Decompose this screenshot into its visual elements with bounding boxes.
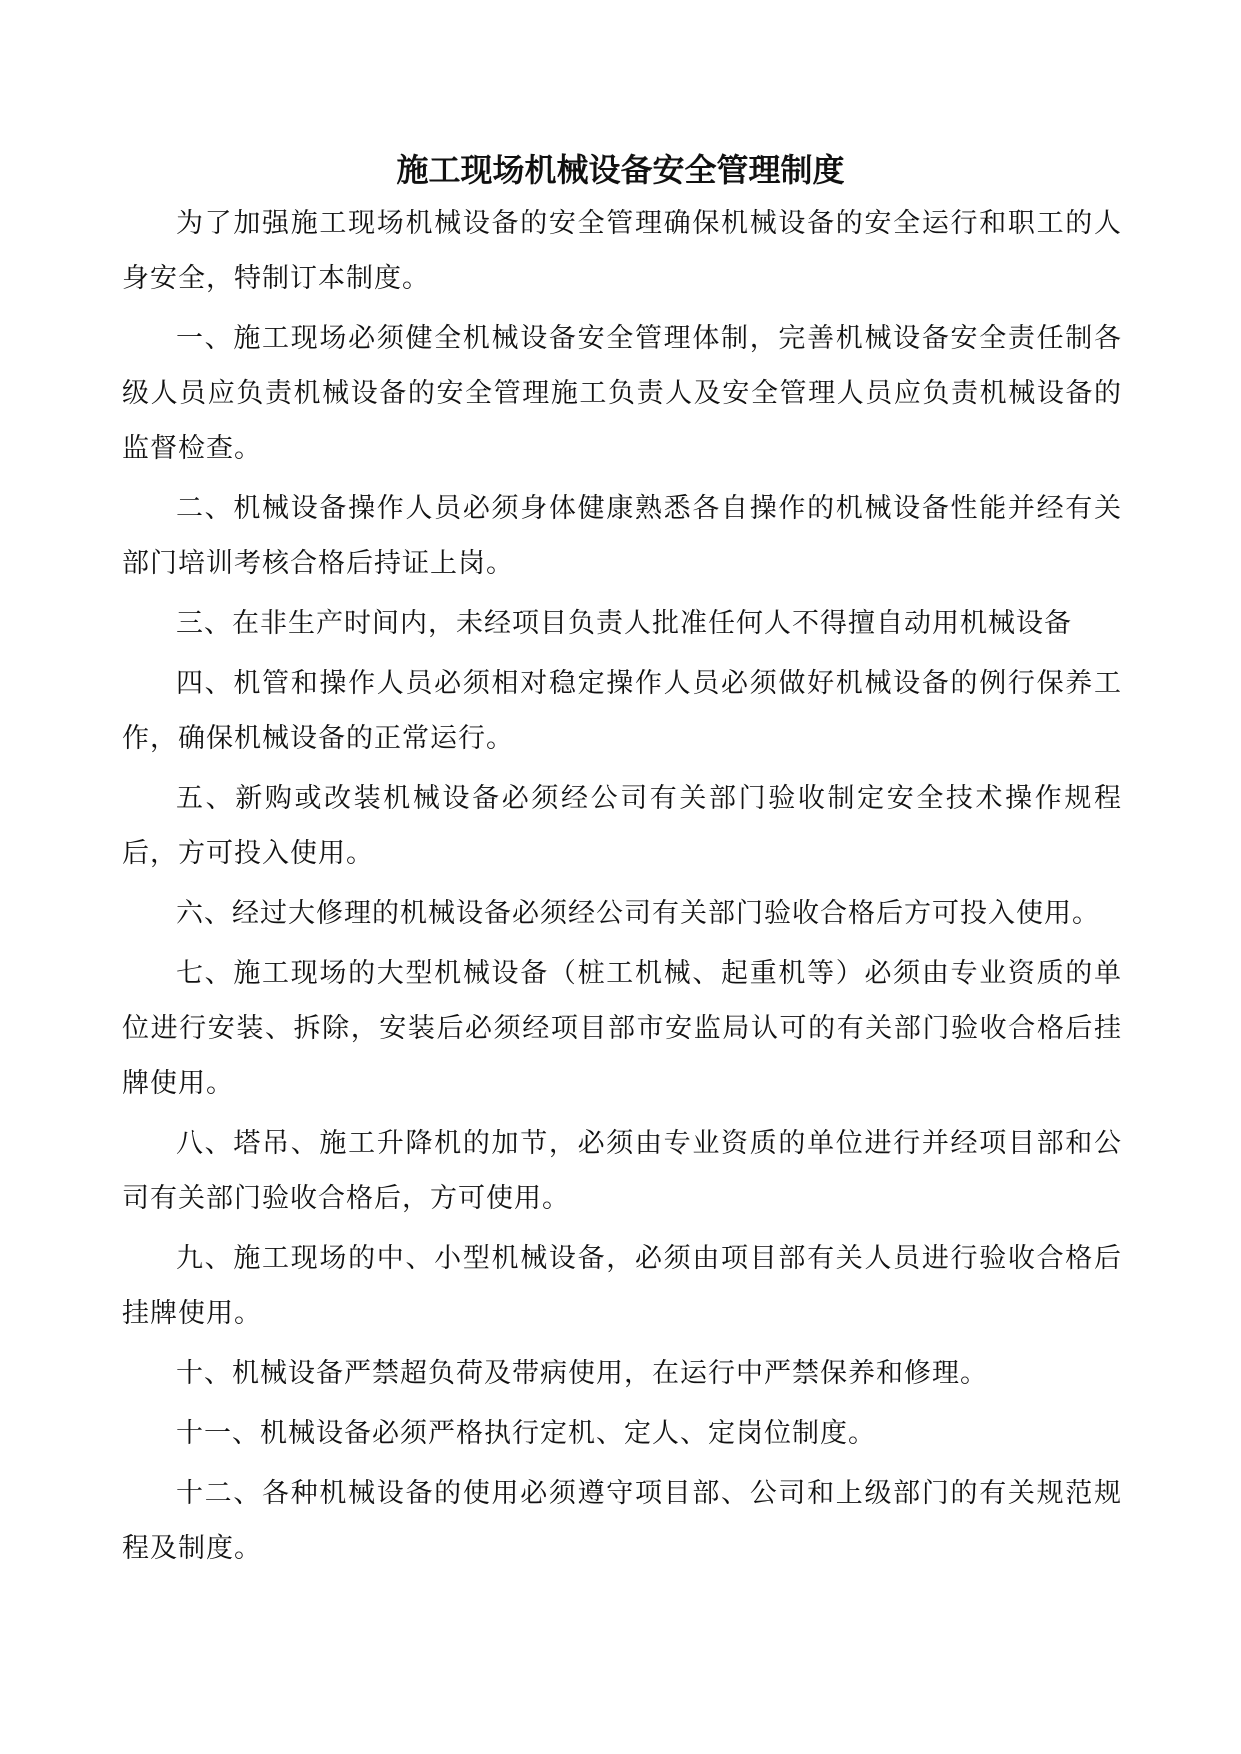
document-title: 施工现场机械设备安全管理制度 <box>396 151 845 189</box>
paragraph-11: 十一、机械设备必须严格执行定机、定人、定岗位制度。 <box>176 1418 876 1449</box>
paragraph-2: 二、机械设备操作人员必须身体健康熟悉各自操作的机械设备性能并经有关部门培训考核合格后持证上岗。 <box>122 493 1122 579</box>
paragraph-6: 六、经过大修理的机械设备必须经公司有关部门验收合格后方可投入使用。 <box>176 898 1100 929</box>
paragraph-intro: 为了加强施工现场机械设备的安全管理确保机械设备的安全运行和职工的人身安全，特制订本制度。 <box>122 208 1122 294</box>
paragraph-1: 一、施工现场必须健全机械设备安全管理体制，完善机械设备安全责任制各级人员应负责机械设备的安全管理施工负责人及安全管理人员应负责机械设备的监督检查。 <box>122 323 1122 464</box>
paragraph-10: 十、机械设备严禁超负荷及带病使用，在运行中严禁保养和修理。 <box>176 1358 988 1389</box>
paragraph-7: 七、施工现场的大型机械设备（桩工机械、起重机等）必须由专业资质的单位进行安装、拆除，安装后必须经项目部市安监局认可的有关部门验收合格后挂牌使用。 <box>122 958 1122 1099</box>
paragraph-3: 三、在非生产时间内，未经项目负责人批准任何人不得擅自动用机械设备 <box>176 608 1072 639</box>
paragraph-4: 四、机管和操作人员必须相对稳定操作人员必须做好机械设备的例行保养工作，确保机械设备的正常运行。 <box>122 668 1122 754</box>
document-body <box>122 196 1122 1581</box>
paragraph-8: 八、塔吊、施工升降机的加节，必须由专业资质的单位进行并经项目部和公司有关部门验收合格后，方可使用。 <box>122 1128 1122 1214</box>
paragraph-5: 五、新购或改装机械设备必须经公司有关部门验收制定安全技术操作规程后，方可投入使用。 <box>122 783 1122 869</box>
paragraph-9: 九、施工现场的中、小型机械设备，必须由项目部有关人员进行验收合格后挂牌使用。 <box>122 1243 1122 1329</box>
paragraph-12: 十二、各种机械设备的使用必须遵守项目部、公司和上级部门的有关规范规程及制度。 <box>122 1478 1122 1564</box>
